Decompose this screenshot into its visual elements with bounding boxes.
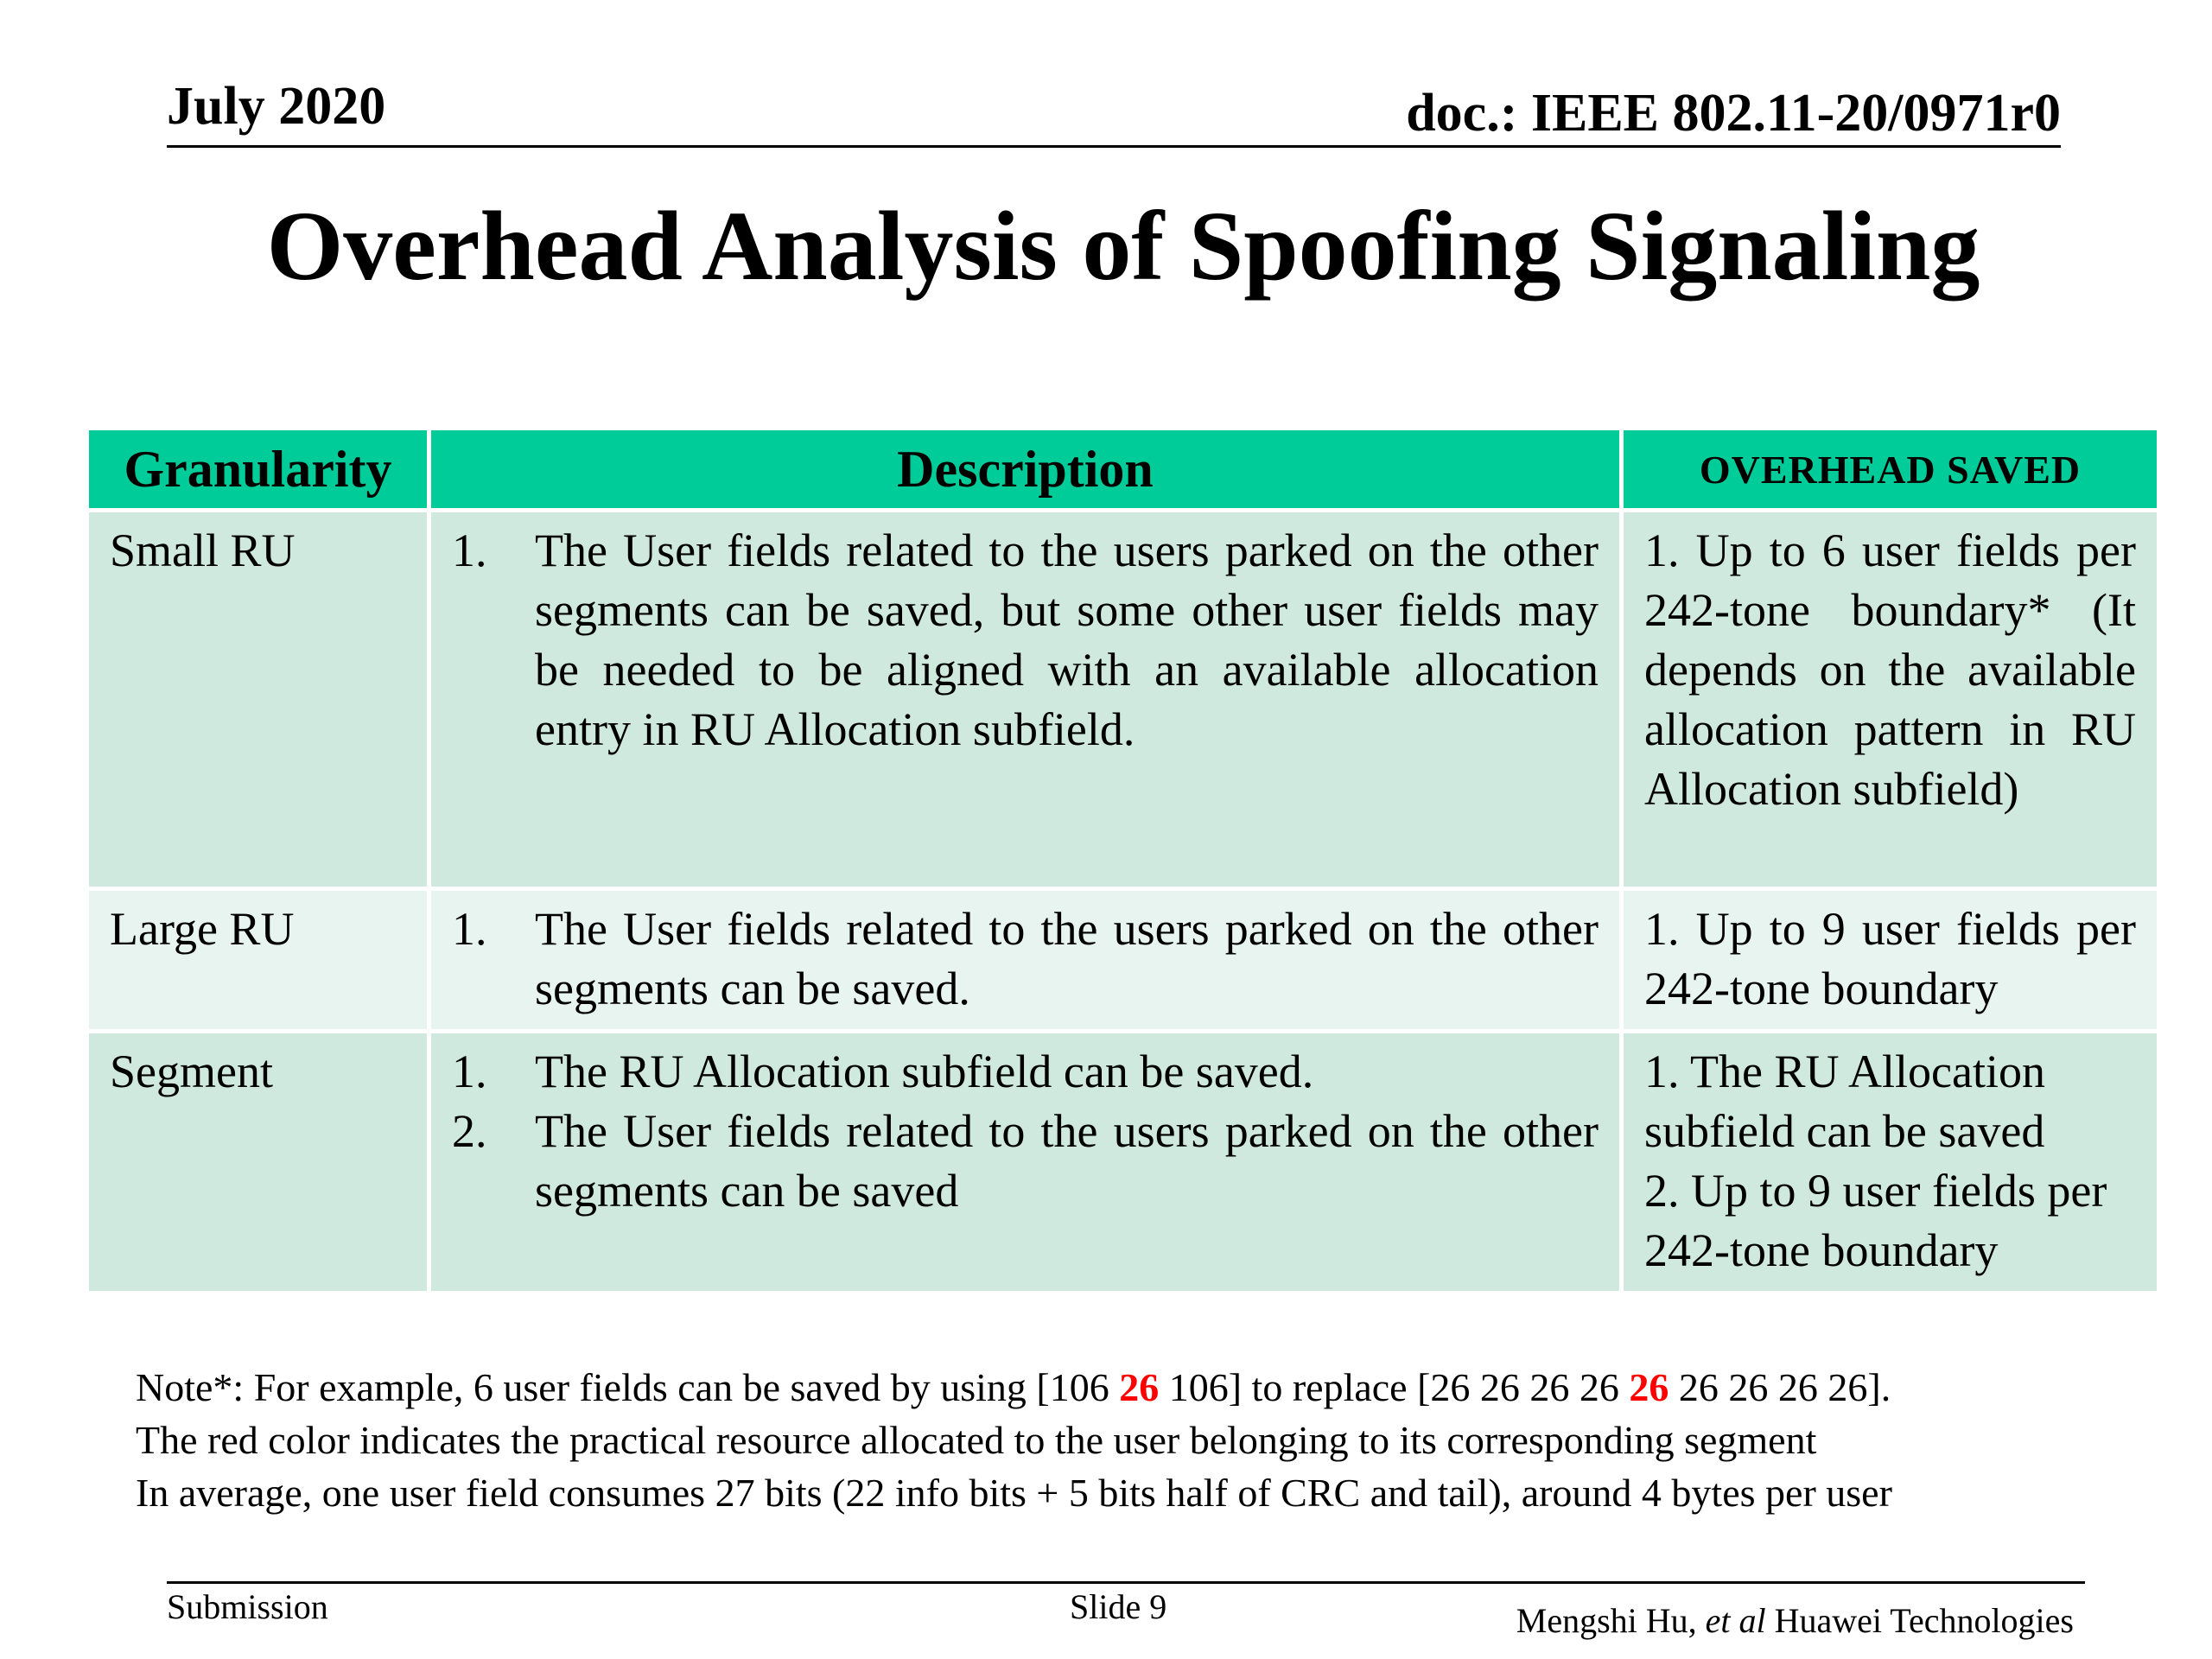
overhead-table: [85, 426, 2161, 1295]
item-number: 1.: [452, 1046, 487, 1097]
item-text: The User fields related to the users parked on the other segments can be saved: [535, 1105, 1599, 1217]
footer-divider: [167, 1581, 2085, 1584]
cell-granularity: Segment: [87, 1032, 429, 1294]
cell-description: [429, 511, 1622, 889]
list-item: [452, 1102, 1599, 1221]
table-row-small-ru: [87, 511, 2159, 889]
note-line-3: In average, one user field consumes 27 bits (22 info bits + 5 bits half of CRC and tail), around 4 bytes per user: [136, 1471, 1892, 1515]
header-doc-id: doc.: IEEE 802.11-20/0971r0: [1406, 84, 2061, 143]
note-line-2: The red color indicates the practical resource allocated to the user belonging to its corresponding segment: [136, 1418, 1817, 1462]
overhead-line: 1. The RU Allocation subfield can be saved: [1644, 1046, 2045, 1157]
author-etal: et al: [1705, 1601, 1766, 1640]
footer-slide-number: Slide 9: [1070, 1587, 1167, 1626]
slide-title: Overhead Analysis of Spoofing Signaling: [266, 191, 1980, 301]
footnote: [136, 1361, 2123, 1519]
table-row-segment: [87, 1032, 2159, 1294]
note-text: 106] to replace [26 26 26 26: [1159, 1365, 1630, 1409]
header-granularity: Granularity: [87, 429, 429, 511]
list-item: [452, 521, 1599, 760]
item-number: 2.: [452, 1105, 487, 1157]
cell-granularity: Small RU: [87, 511, 429, 889]
item-text: The User fields related to the users parked on the other segments can be saved, but some other user fields may be needed to be aligned with an available allocation entry in RU Allocation subfield.: [535, 524, 1599, 755]
cell-overhead-saved: [1622, 1032, 2159, 1294]
footer-submission: Submission: [167, 1587, 328, 1626]
cell-granularity: Large RU: [87, 889, 429, 1032]
table-header-row: [87, 429, 2159, 511]
item-number: 1.: [452, 903, 487, 955]
cell-overhead-saved: 1. Up to 9 user fields per 242-tone boundary: [1622, 889, 2159, 1032]
note-highlight: 26: [1629, 1365, 1669, 1409]
footer-author: [1516, 1601, 2074, 1640]
note-line-1: [136, 1361, 2123, 1414]
note-text: 26 26 26 26].: [1669, 1365, 1891, 1409]
header-description: Description: [429, 429, 1622, 511]
header-date: July 2020: [167, 77, 386, 136]
cell-overhead-saved: 1. Up to 6 user fields per 242-tone boundary* (It depends on the available allocation pattern in RU Allocation subfield): [1622, 511, 2159, 889]
note-text: Note*: For example, 6 user fields can be saved by using [106: [136, 1365, 1120, 1409]
item-text: The User fields related to the users parked on the other segments can be saved.: [535, 903, 1599, 1014]
author-name: Mengshi Hu,: [1516, 1601, 1706, 1640]
list-item: [452, 1042, 1599, 1102]
cell-description: [429, 889, 1622, 1032]
list-item: [452, 899, 1599, 1019]
table-row-large-ru: [87, 889, 2159, 1032]
overhead-line: 2. Up to 9 user fields per 242-tone boundary: [1644, 1165, 2107, 1276]
note-highlight: 26: [1119, 1365, 1160, 1409]
item-number: 1.: [452, 524, 487, 576]
item-text: The RU Allocation subfield can be saved.: [535, 1046, 1314, 1097]
author-org: Huawei Technologies: [1765, 1601, 2074, 1640]
cell-description: [429, 1032, 1622, 1294]
header-divider: [167, 145, 2061, 148]
header-overhead-saved: OVERHEAD SAVED: [1622, 429, 2159, 511]
